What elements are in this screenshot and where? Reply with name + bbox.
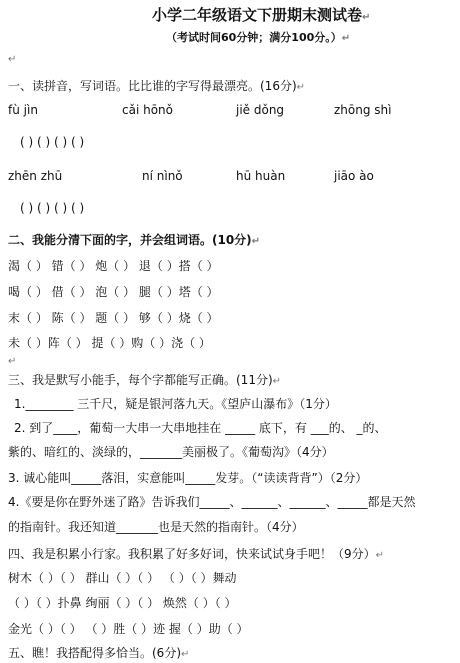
word-group-row: 末（ ） 陈（ ） 题（ ） 够（ ）烧（ ） xyxy=(8,311,219,325)
pinyin-item: zhēn zhū xyxy=(8,169,63,183)
title-text: 小学二年级语文下册期末测试卷 xyxy=(152,6,363,24)
word-group-row: 喝（ ） 借（ ） 泡（ ） 腿（ ）塔（ ） xyxy=(8,285,219,299)
section-2-heading-text: 二、我能分清下面的字，并会组词语。(10分) xyxy=(8,233,252,247)
dictation-line: 紫的、暗红的、淡绿的，_______美丽极了。《葡萄沟》（4分） xyxy=(8,445,334,459)
blank-line-mark: ↵ xyxy=(8,54,17,65)
paragraph-mark: ↵ xyxy=(181,649,190,660)
paragraph-mark: ↵ xyxy=(272,376,282,387)
paragraph-mark: ↵ xyxy=(341,33,351,44)
paragraph-mark: ↵ xyxy=(296,82,306,93)
paragraph-mark: ↵ xyxy=(375,550,385,561)
section-2-heading xyxy=(8,232,260,250)
answer-parens-row-1: ( ) ( ) ( ) ( ) xyxy=(20,135,85,149)
dictation-line: 1.________ 三千尺，疑是银河落九天。《望庐山瀑布》（1分） xyxy=(14,397,337,411)
idiom-row: 树木（ ）（ ） 群山（ ）（ ） （ ）（ ）舞动 xyxy=(8,571,237,585)
pinyin-item: jiě dǒng xyxy=(236,103,285,117)
section-4-heading-text: 四、我是积累小行家。我积累了好多好词，快来试试身手吧！（9分） xyxy=(8,547,376,561)
pinyin-item: zhōng shì xyxy=(334,103,392,117)
answer-parens-row-2: ( ) ( ) ( ) ( ) xyxy=(20,201,85,215)
blank-line-mark: ↵ xyxy=(8,356,17,367)
word-group-row: 渴（ ） 错（ ） 炮（ ） 退（ ）搭（ ） xyxy=(8,259,219,273)
pinyin-item: hū huàn xyxy=(236,169,286,183)
section-1-heading-text: 一、读拼音，写词语。比比谁的字写得最漂亮。(16分) xyxy=(8,79,297,93)
section-5-heading-text: 五、瞧！我搭配得多恰当。(6分) xyxy=(8,646,181,660)
section-1-heading xyxy=(8,78,305,96)
idiom-row: （ ）（ ）扑鼻 绚丽（ ）（ ） 焕然（ ）（ ） xyxy=(8,596,237,610)
pinyin-row-2 xyxy=(8,168,454,184)
page-subtitle xyxy=(166,30,350,47)
paragraph-mark: ↵ xyxy=(251,236,261,247)
section-3-heading-text: 三、我是默写小能手，每个字都能写正确。(11分) xyxy=(8,373,273,387)
section-5-heading xyxy=(8,645,189,663)
paragraph-mark: ↵ xyxy=(362,12,371,23)
pinyin-item: jiāo ào xyxy=(334,169,374,183)
dictation-line: 2. 到了____，葡萄一大串一大串地挂在 _____ 底下，有 ___的、 _的、 xyxy=(14,421,387,435)
word-group-row: 未（ ）阵（ ） 提（ ）购（ ）浇（ ） xyxy=(8,336,211,350)
pinyin-item: cǎi hōnǒ xyxy=(122,103,173,117)
idiom-row: 金光（ ）（ ） （ ）胜（ ）迹 握（ ）助（ ） xyxy=(8,622,249,636)
dictation-line: 4.《要是你在野外迷了路》告诉我们_____、______、______、_____都是天然 xyxy=(8,495,416,509)
page-title xyxy=(152,6,370,27)
pinyin-item: fù jìn xyxy=(8,103,38,117)
dictation-line: 3. 诚心能叫_____落泪，实意能叫_____发芽。（“读读背背”）（2分） xyxy=(8,471,368,485)
dictation-line: 的指南针。我还知道_______也是天然的指南针。（4分） xyxy=(8,520,304,534)
section-4-heading xyxy=(8,546,384,564)
pinyin-row-1 xyxy=(8,102,454,118)
subtitle-text: （考试时间60分钟；满分100分。） xyxy=(166,31,342,44)
section-3-heading xyxy=(8,372,281,390)
pinyin-item: ní nìnǒ xyxy=(142,169,183,183)
